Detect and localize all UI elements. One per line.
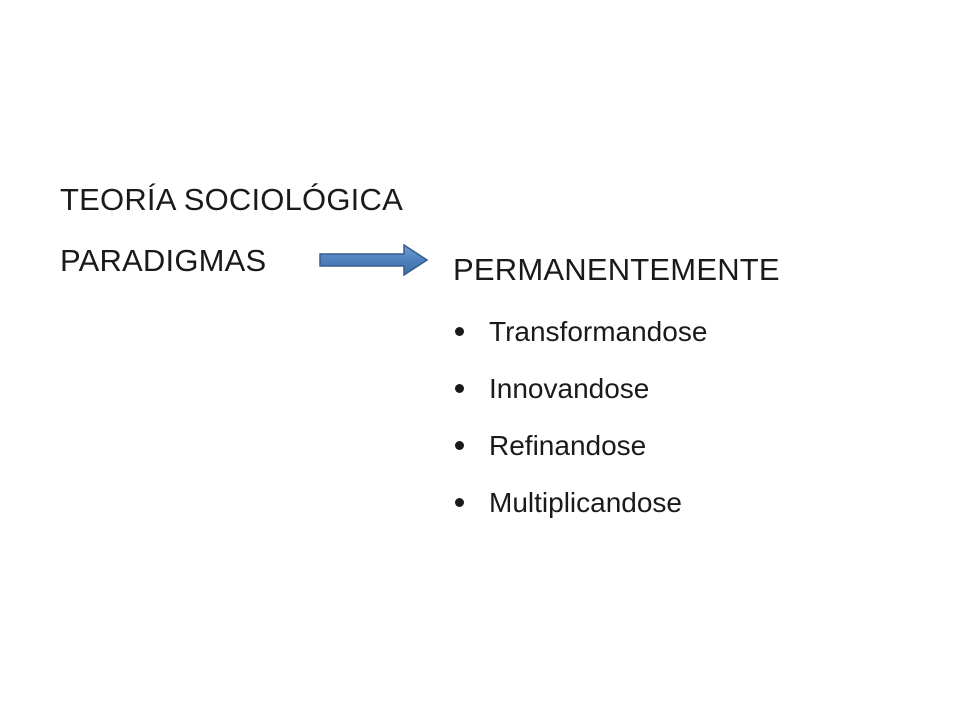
bullet-dot-icon	[455, 327, 464, 336]
bullet-label: Refinandose	[489, 430, 647, 461]
bullet-label: Innovandose	[489, 373, 650, 404]
title-line-paradigmas: PARADIGMAS	[60, 243, 267, 278]
right-arrow-icon	[318, 242, 430, 278]
bullet-label: Transformandose	[489, 316, 708, 347]
bullet-dot-icon	[455, 441, 464, 450]
title-line-teoria: TEORÍA SOCIOLÓGICA	[60, 182, 403, 217]
bullet-dot-icon	[455, 498, 464, 507]
heading-permanentemente: PERMANENTEMENTE	[453, 252, 780, 287]
bullet-label: Multiplicandose	[489, 487, 682, 518]
bullet-dot-icon	[455, 384, 464, 393]
